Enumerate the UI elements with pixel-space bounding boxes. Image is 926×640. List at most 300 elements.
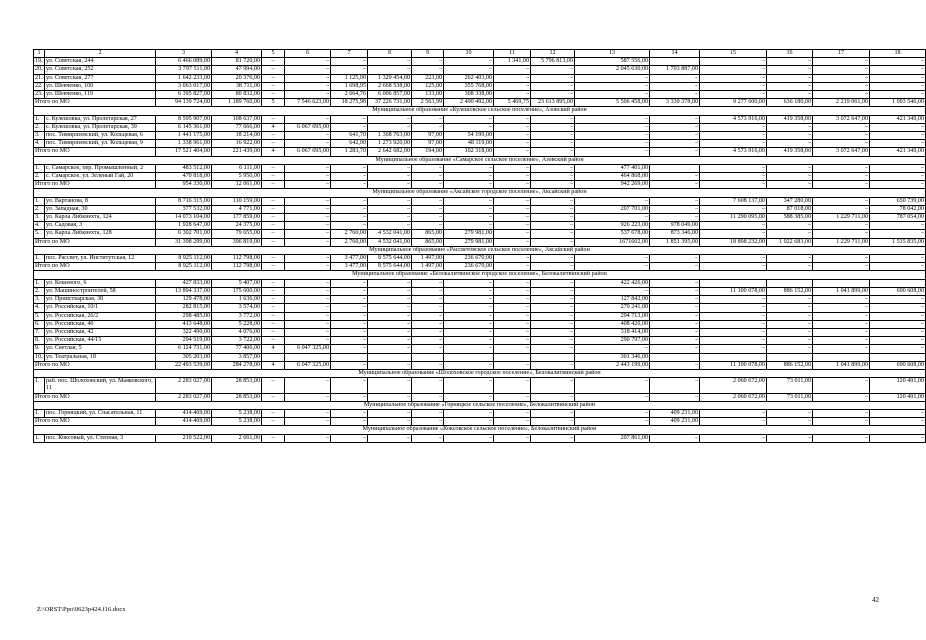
address-cell: с. Самарское, пер. Промышленный, 2 bbox=[45, 164, 156, 172]
value-cell: – bbox=[531, 409, 575, 417]
value-cell: – bbox=[412, 197, 444, 205]
value-cell: – bbox=[285, 132, 331, 140]
subtotal-cell: – bbox=[412, 418, 444, 426]
value-cell: – bbox=[700, 255, 767, 263]
value-cell: – bbox=[767, 409, 813, 417]
row-number-cell: 21. bbox=[35, 74, 43, 81]
value-cell: – bbox=[700, 82, 767, 90]
value-cell: – bbox=[331, 312, 368, 320]
value-cell: – bbox=[575, 74, 650, 82]
value-cell: 6 302 701,00 bbox=[156, 230, 212, 238]
row-number-cell: 9. bbox=[34, 345, 45, 353]
value-cell: – bbox=[368, 173, 412, 181]
data-table bbox=[33, 49, 926, 443]
value-cell: – bbox=[700, 320, 767, 328]
value-cell bbox=[650, 58, 700, 66]
value-cell: – bbox=[368, 287, 412, 295]
value-cell: – bbox=[870, 304, 926, 312]
subtotal-cell: – bbox=[813, 181, 870, 189]
value-cell: 2 661,00 bbox=[212, 434, 262, 442]
value-cell: – bbox=[767, 58, 813, 66]
subtotal-cell: – bbox=[262, 238, 285, 246]
value-cell: 298 485,00 bbox=[156, 312, 212, 320]
value-cell: – bbox=[494, 378, 531, 393]
value-cell: – bbox=[285, 140, 331, 148]
value-cell: 4 532 041,00 bbox=[368, 230, 412, 238]
value-cell: – bbox=[494, 74, 531, 82]
value-cell: – bbox=[531, 214, 575, 222]
value-cell: – bbox=[870, 140, 926, 148]
value-cell: 318 414,00 bbox=[575, 328, 650, 336]
value-cell: 87 018,00 bbox=[767, 205, 813, 213]
address-cell: ул. Садовая, 3 bbox=[45, 222, 156, 230]
value-cell: – bbox=[262, 255, 285, 263]
value-cell: – bbox=[285, 222, 331, 230]
value-cell: – bbox=[262, 66, 285, 74]
subtotal-cell: 37 226 731,00 bbox=[368, 99, 412, 107]
value-cell: 642,00 bbox=[331, 140, 368, 148]
subtotal-cell: 1 022 683,00 bbox=[767, 238, 813, 246]
value-cell: – bbox=[575, 378, 650, 393]
value-cell: – bbox=[700, 140, 767, 148]
value-cell: – bbox=[262, 91, 285, 99]
row-number-cell: 8. bbox=[34, 337, 45, 345]
subtotal-cell: – bbox=[412, 361, 444, 369]
subtotal-row bbox=[34, 393, 926, 401]
value-cell: – bbox=[870, 296, 926, 304]
value-cell: – bbox=[412, 287, 444, 295]
value-cell: – bbox=[650, 132, 700, 140]
section-heading-row bbox=[34, 426, 926, 434]
table-row bbox=[34, 82, 926, 90]
value-cell: – bbox=[285, 66, 331, 74]
value-cell: – bbox=[368, 337, 412, 345]
subtotal-cell: – bbox=[767, 418, 813, 426]
value-cell: 1 329 454,00 bbox=[368, 74, 412, 82]
value-cell: – bbox=[285, 82, 331, 90]
value-cell: – bbox=[531, 434, 575, 442]
value-cell: – bbox=[444, 66, 494, 74]
value-cell: 464 868,00 bbox=[575, 173, 650, 181]
value-cell: 6 047 325,00 bbox=[285, 345, 331, 353]
value-cell bbox=[494, 353, 531, 361]
value-cell: – bbox=[331, 328, 368, 336]
address-cell: раб. пос. Шолоховский, ул. Маяковского, 11 bbox=[45, 378, 156, 393]
value-cell: 1 928 647,00 bbox=[156, 222, 212, 230]
value-cell: – bbox=[813, 82, 870, 90]
row-number-cell: 1. bbox=[34, 197, 45, 205]
subtotal-cell: 2 060 672,00 bbox=[700, 393, 767, 401]
value-cell: – bbox=[531, 173, 575, 181]
subtotal-row bbox=[34, 238, 926, 246]
subtotal-cell: – bbox=[650, 263, 700, 271]
value-cell: 13 894 337,00 bbox=[156, 287, 212, 295]
row-number-cell: 3. bbox=[34, 132, 45, 140]
subtotal-row bbox=[34, 418, 926, 426]
address-cell: ул. Российская, 26/2 bbox=[45, 312, 156, 320]
address-cell: ул. Шевченко, 100 bbox=[45, 82, 156, 90]
value-cell: 1 698,95 bbox=[331, 82, 368, 90]
address-cell: с. Кулешовка, ул. Пролетарская, 27 bbox=[45, 115, 156, 123]
address-cell: ул. Российская, 40 bbox=[45, 320, 156, 328]
subtotal-cell: 28 853,00 bbox=[212, 393, 262, 401]
value-cell bbox=[262, 353, 285, 361]
value-cell: – bbox=[494, 320, 531, 328]
subtotal-cell: 2 283 027,00 bbox=[156, 393, 212, 401]
value-cell: 2 060 672,00 bbox=[700, 378, 767, 393]
value-cell: 4 771,00 bbox=[212, 205, 262, 213]
value-cell: – bbox=[870, 255, 926, 263]
value-cell: 125,00 bbox=[412, 82, 444, 90]
section-heading: Муниципальное образование «Белокалитвинское городское поселение», Белокалитвинский район bbox=[34, 271, 926, 279]
value-cell: 5 950,00 bbox=[212, 173, 262, 181]
value-cell: 301 346,00 bbox=[575, 353, 650, 361]
subtotal-cell: – bbox=[650, 181, 700, 189]
value-cell: – bbox=[494, 82, 531, 90]
row-number-cell: 3. bbox=[34, 214, 45, 222]
column-number-cell: 11 bbox=[494, 50, 531, 58]
subtotal-cell: – bbox=[494, 238, 531, 246]
address-cell: ул. Театральная, 18 bbox=[45, 353, 156, 361]
value-cell: – bbox=[813, 123, 870, 131]
subtotal-cell: 2 490 492,00 bbox=[444, 99, 494, 107]
value-cell: – bbox=[531, 279, 575, 287]
subtotal-cell: – bbox=[368, 393, 412, 401]
value-cell: 8 595 907,00 bbox=[156, 115, 212, 123]
value-cell: – bbox=[494, 66, 531, 74]
value-cell: – bbox=[444, 345, 494, 353]
subtotal-cell: 3 477,00 bbox=[331, 263, 368, 271]
value-cell: – bbox=[575, 140, 650, 148]
subtotal-cell: 4 573 916,00 bbox=[700, 148, 767, 156]
value-cell: – bbox=[494, 337, 531, 345]
value-cell: 7 608 137,00 bbox=[700, 197, 767, 205]
value-cell: – bbox=[412, 279, 444, 287]
value-cell: 641,70 bbox=[331, 132, 368, 140]
subtotal-cell: – bbox=[444, 361, 494, 369]
value-cell: – bbox=[813, 164, 870, 172]
value-cell: – bbox=[285, 409, 331, 417]
value-cell: – bbox=[700, 345, 767, 353]
subtotal-cell: – bbox=[870, 418, 926, 426]
value-cell: – bbox=[444, 58, 494, 66]
value-cell: – bbox=[813, 66, 870, 74]
value-cell: – bbox=[444, 279, 494, 287]
value-cell: – bbox=[531, 312, 575, 320]
value-cell: 483 512,00 bbox=[156, 164, 212, 172]
value-cell: – bbox=[531, 328, 575, 336]
table-row bbox=[34, 328, 926, 336]
value-cell: – bbox=[650, 378, 700, 393]
subtotal-cell: 1 851 395,00 bbox=[650, 238, 700, 246]
value-cell: – bbox=[262, 304, 285, 312]
value-cell: 409 231,00 bbox=[650, 409, 700, 417]
value-cell: 5 407,00 bbox=[212, 279, 262, 287]
table-row bbox=[34, 66, 926, 74]
value-cell: – bbox=[368, 328, 412, 336]
subtotal-cell: – bbox=[285, 238, 331, 246]
value-cell: – bbox=[494, 91, 531, 99]
subtotal-cell: 2 760,00 bbox=[331, 238, 368, 246]
section-heading: Муниципальное образование «Рассветовское сельское поселение», Аксайский район bbox=[34, 246, 926, 254]
value-cell: – bbox=[700, 296, 767, 304]
value-cell: – bbox=[531, 230, 575, 238]
value-cell: 305 203,00 bbox=[156, 353, 212, 361]
subtotal-cell: – bbox=[650, 393, 700, 401]
value-cell: 408 420,00 bbox=[575, 320, 650, 328]
subtotal-cell: 18 898 232,00 bbox=[700, 238, 767, 246]
value-cell: – bbox=[813, 434, 870, 442]
value-cell: 294 713,00 bbox=[575, 312, 650, 320]
value-cell: 537 678,00 bbox=[575, 230, 650, 238]
value-cell: – bbox=[531, 255, 575, 263]
value-cell: 2 668 538,00 bbox=[368, 82, 412, 90]
value-cell: 2 760,00 bbox=[331, 230, 368, 238]
column-number-cell: 9 bbox=[412, 50, 444, 58]
value-cell: – bbox=[285, 279, 331, 287]
value-cell: – bbox=[531, 197, 575, 205]
table-row bbox=[34, 115, 926, 123]
value-cell: – bbox=[285, 91, 331, 99]
value-cell: – bbox=[813, 255, 870, 263]
subtotal-cell: 2 642 682,00 bbox=[368, 148, 412, 156]
value-cell: 1 041 899,00 bbox=[813, 287, 870, 295]
value-cell: – bbox=[870, 328, 926, 336]
subtotal-cell: 1 189 760,00 bbox=[212, 99, 262, 107]
value-cell: – bbox=[262, 132, 285, 140]
value-cell: – bbox=[531, 378, 575, 393]
value-cell: – bbox=[331, 197, 368, 205]
subtotal-cell: – bbox=[262, 181, 285, 189]
value-cell: – bbox=[368, 164, 412, 172]
value-cell: – bbox=[870, 230, 926, 238]
value-cell: 650 739,00 bbox=[870, 197, 926, 205]
subtotal-cell: 6 047 325,00 bbox=[285, 361, 331, 369]
value-cell: – bbox=[767, 173, 813, 181]
subtotal-cell: – bbox=[412, 393, 444, 401]
subtotal-cell: – bbox=[494, 418, 531, 426]
address-cell: пос. Коксовый, ул. Степная, 3 bbox=[45, 434, 156, 442]
subtotal-cell: – bbox=[494, 393, 531, 401]
section-heading-row bbox=[34, 271, 926, 279]
value-cell: – bbox=[412, 434, 444, 442]
value-cell: 413 648,00 bbox=[156, 320, 212, 328]
value-cell: – bbox=[813, 378, 870, 393]
subtotal-cell: 8 925 112,00 bbox=[156, 263, 212, 271]
value-cell: – bbox=[331, 337, 368, 345]
subtotal-cell: 419 358,00 bbox=[767, 148, 813, 156]
value-cell bbox=[813, 279, 870, 287]
subtotal-cell: – bbox=[444, 181, 494, 189]
table-row bbox=[34, 337, 926, 345]
value-cell: – bbox=[767, 66, 813, 74]
subtotal-cell: 2 563,99 bbox=[412, 99, 444, 107]
value-cell: 3 772,00 bbox=[212, 312, 262, 320]
value-cell: – bbox=[575, 82, 650, 90]
value-cell: – bbox=[331, 287, 368, 295]
row-number-cell: 2. bbox=[34, 123, 45, 131]
table-row bbox=[34, 74, 926, 82]
subtotal-cell: 194,00 bbox=[412, 148, 444, 156]
value-cell: – bbox=[368, 123, 412, 131]
value-cell: 1 341,00 bbox=[494, 58, 531, 66]
value-cell: – bbox=[700, 58, 767, 66]
value-cell: 28 853,00 bbox=[212, 378, 262, 393]
subtotal-cell: – bbox=[531, 181, 575, 189]
value-cell: – bbox=[494, 409, 531, 417]
table-row bbox=[34, 434, 926, 442]
value-cell: – bbox=[700, 173, 767, 181]
subtotal-cell: 954 330,00 bbox=[156, 181, 212, 189]
address-cell: ул. Российская, 44/15 bbox=[45, 337, 156, 345]
subtotal-cell: – bbox=[494, 148, 531, 156]
subtotal-cell: – bbox=[531, 393, 575, 401]
value-cell: – bbox=[531, 222, 575, 230]
value-cell: – bbox=[412, 66, 444, 74]
section-heading: Муниципальное образование «Самарское сельское поселение», Азовский район bbox=[34, 156, 926, 164]
table-row bbox=[34, 205, 926, 213]
value-cell: – bbox=[575, 214, 650, 222]
subtotal-cell: – bbox=[575, 148, 650, 156]
row-number-cell: 1. bbox=[34, 378, 45, 393]
value-cell: – bbox=[285, 378, 331, 393]
table-row bbox=[34, 123, 926, 131]
row-number-cell: 1. bbox=[34, 279, 45, 287]
value-cell: – bbox=[331, 115, 368, 123]
value-cell: – bbox=[262, 230, 285, 238]
table-row bbox=[34, 320, 926, 328]
value-cell: 4 076,00 bbox=[212, 328, 262, 336]
value-cell: 1 703 887,00 bbox=[650, 66, 700, 74]
subtotal-cell: 236 670,00 bbox=[444, 263, 494, 271]
value-cell: – bbox=[494, 115, 531, 123]
row-number-cell: 19. bbox=[35, 58, 43, 65]
value-cell: – bbox=[767, 230, 813, 238]
value-cell: – bbox=[262, 140, 285, 148]
subtotal-cell: 1 093 546,00 bbox=[870, 99, 926, 107]
value-cell: – bbox=[650, 312, 700, 320]
value-cell: 787 054,00 bbox=[870, 214, 926, 222]
value-cell: 6 006 857,00 bbox=[368, 91, 412, 99]
value-cell: 886 152,00 bbox=[767, 287, 813, 295]
value-cell: – bbox=[700, 230, 767, 238]
table-row bbox=[34, 214, 926, 222]
value-cell: 207 861,00 bbox=[575, 434, 650, 442]
value-cell: – bbox=[412, 328, 444, 336]
subtotal-cell: 23 613 895,00 bbox=[531, 99, 575, 107]
value-cell: – bbox=[650, 320, 700, 328]
value-cell: – bbox=[870, 320, 926, 328]
value-cell: – bbox=[650, 328, 700, 336]
value-cell: 24 375,00 bbox=[212, 222, 262, 230]
value-cell: 422 426,00 bbox=[575, 279, 650, 287]
subtotal-cell: 112 798,00 bbox=[212, 263, 262, 271]
subtotal-cell: – bbox=[331, 361, 368, 369]
subtotal-cell: 942 269,00 bbox=[575, 181, 650, 189]
table-row bbox=[34, 222, 926, 230]
value-cell: 14 073 104,00 bbox=[156, 214, 212, 222]
value-cell: – bbox=[870, 132, 926, 140]
section-heading-row bbox=[34, 189, 926, 197]
value-cell: – bbox=[767, 74, 813, 82]
subtotal-cell: – bbox=[494, 181, 531, 189]
subtotal-cell: – bbox=[813, 263, 870, 271]
subtotal-cell: – bbox=[767, 181, 813, 189]
value-cell: – bbox=[285, 287, 331, 295]
value-cell: – bbox=[494, 222, 531, 230]
value-cell: – bbox=[331, 58, 368, 66]
value-cell bbox=[813, 353, 870, 361]
value-cell: – bbox=[331, 296, 368, 304]
value-cell: – bbox=[494, 345, 531, 353]
value-cell: – bbox=[870, 312, 926, 320]
subtotal-cell: – bbox=[262, 418, 285, 426]
value-cell: – bbox=[650, 214, 700, 222]
value-cell: – bbox=[767, 434, 813, 442]
value-cell: – bbox=[285, 173, 331, 181]
subtotal-label: Итого по МО bbox=[34, 361, 156, 369]
value-cell: – bbox=[494, 312, 531, 320]
value-cell: 588 385,00 bbox=[767, 214, 813, 222]
value-cell: – bbox=[575, 255, 650, 263]
subtotal-cell: – bbox=[444, 393, 494, 401]
value-cell: 8 716 315,00 bbox=[156, 197, 212, 205]
address-cell: ул. Светлая, 5 bbox=[45, 345, 156, 353]
value-cell: – bbox=[412, 304, 444, 312]
value-cell bbox=[285, 353, 331, 361]
subtotal-row bbox=[34, 148, 926, 156]
row-number-cell: 1. bbox=[34, 164, 45, 172]
value-cell: – bbox=[285, 214, 331, 222]
column-number-cell: 17 bbox=[813, 50, 870, 58]
value-cell: – bbox=[285, 197, 331, 205]
value-cell: 6 111,00 bbox=[212, 164, 262, 172]
table-row bbox=[34, 296, 926, 304]
value-cell: – bbox=[700, 91, 767, 99]
value-cell: – bbox=[870, 434, 926, 442]
value-cell: – bbox=[368, 214, 412, 222]
value-cell: – bbox=[650, 197, 700, 205]
value-cell: – bbox=[531, 123, 575, 131]
subtotal-label: Итого по МО bbox=[34, 263, 156, 271]
value-cell: – bbox=[331, 434, 368, 442]
value-cell: 177 859,00 bbox=[212, 214, 262, 222]
value-cell: – bbox=[262, 214, 285, 222]
value-cell: – bbox=[444, 409, 494, 417]
value-cell: – bbox=[262, 173, 285, 181]
table-row bbox=[34, 164, 926, 172]
value-cell: – bbox=[444, 214, 494, 222]
value-cell: – bbox=[531, 74, 575, 82]
subtotal-cell: – bbox=[870, 181, 926, 189]
value-cell: 78 042,00 bbox=[870, 205, 926, 213]
value-cell: 4 573 916,00 bbox=[700, 115, 767, 123]
value-cell: – bbox=[813, 230, 870, 238]
value-cell: – bbox=[368, 197, 412, 205]
value-cell: – bbox=[700, 205, 767, 213]
row-number-cell: 7. bbox=[34, 328, 45, 336]
value-cell: – bbox=[444, 328, 494, 336]
subtotal-cell: 421 349,00 bbox=[870, 148, 926, 156]
value-cell: – bbox=[412, 409, 444, 417]
value-cell: – bbox=[650, 345, 700, 353]
value-cell: – bbox=[767, 82, 813, 90]
value-cell: – bbox=[444, 197, 494, 205]
column-number-cell: 13 bbox=[575, 50, 650, 58]
subtotal-cell: 22 493 539,00 bbox=[156, 361, 212, 369]
subtotal-cell: – bbox=[285, 418, 331, 426]
value-cell: – bbox=[813, 337, 870, 345]
